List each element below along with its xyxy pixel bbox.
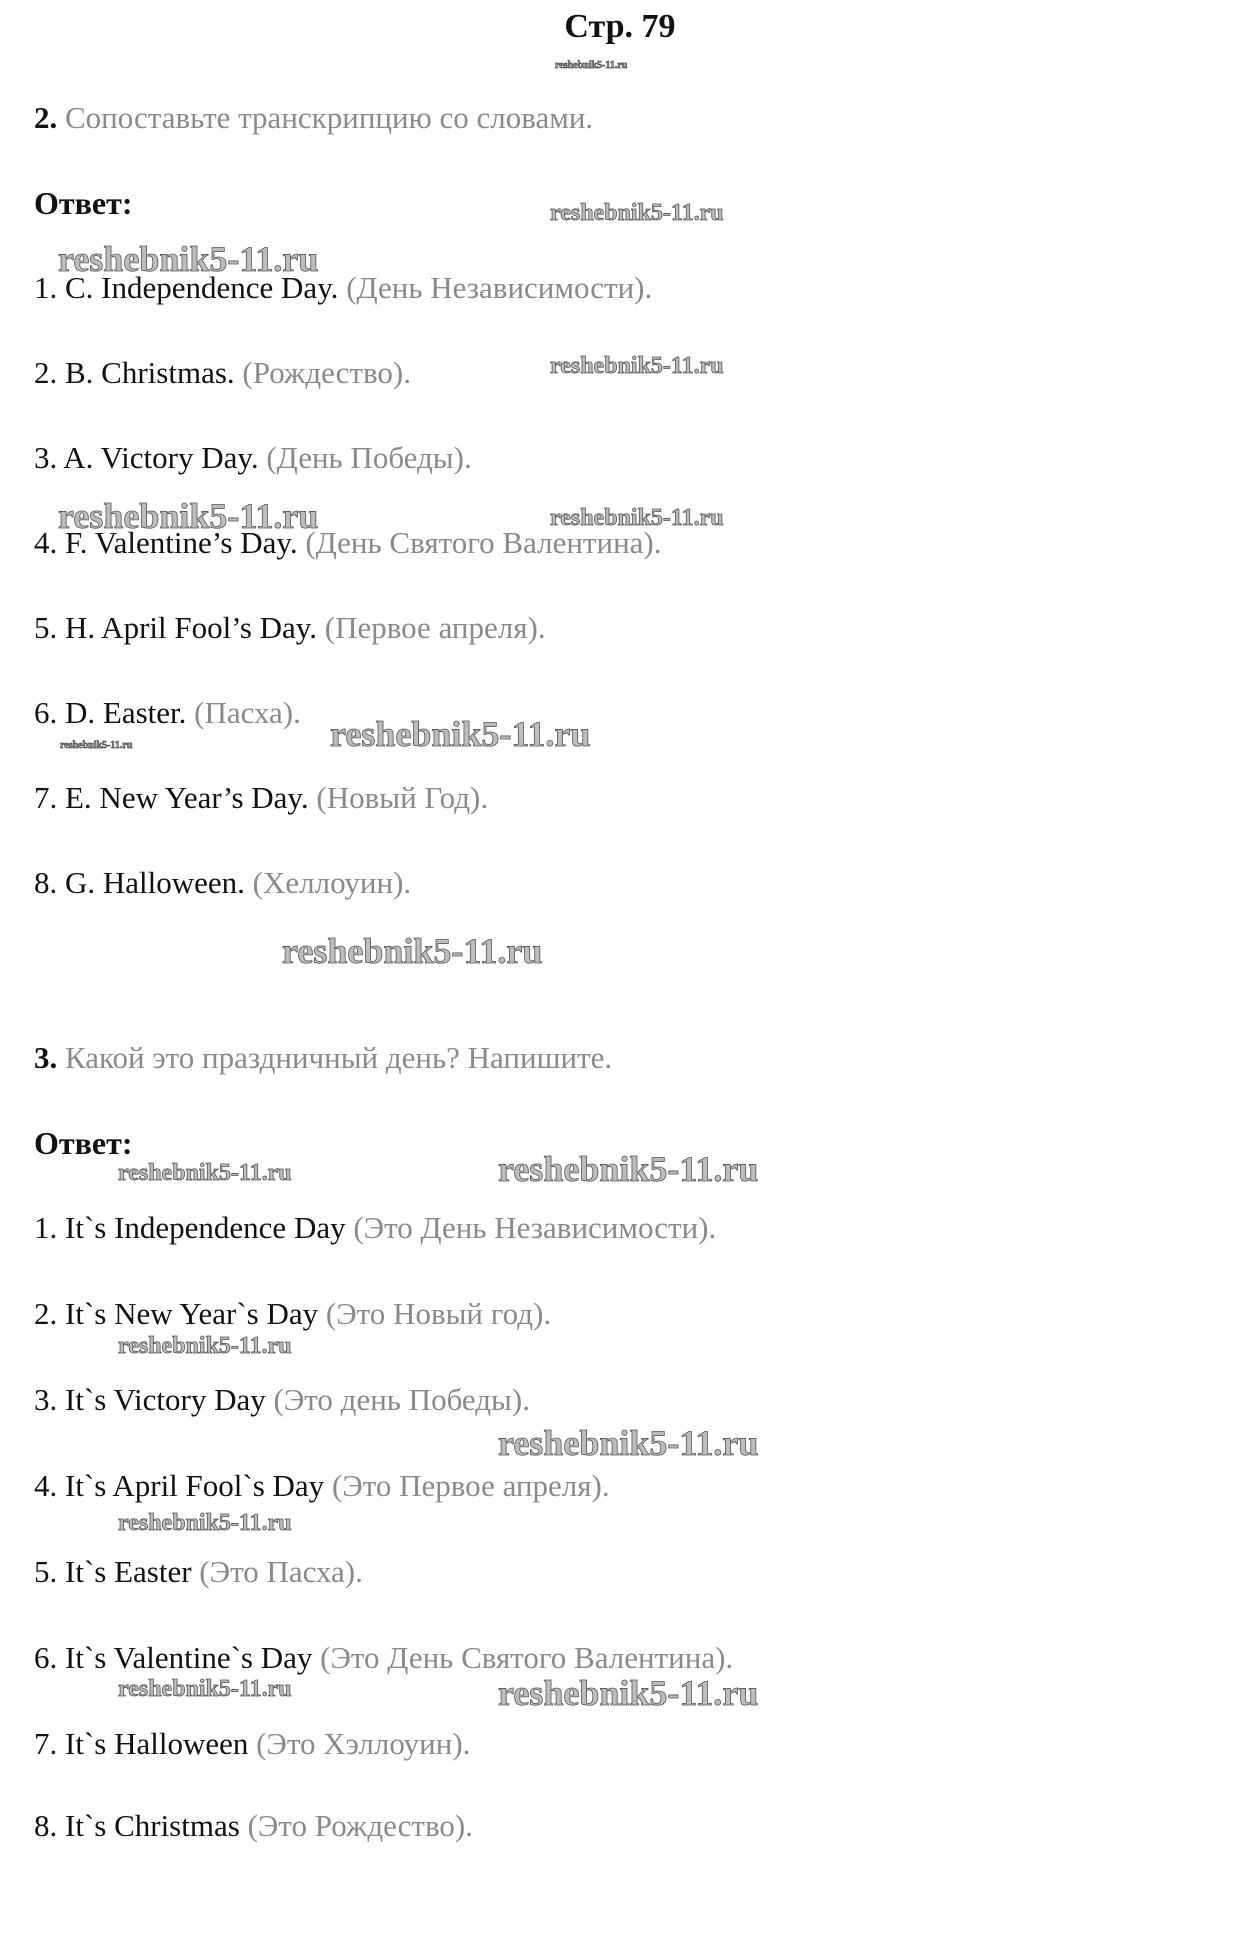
task-2-number: 2. (34, 100, 58, 135)
task-3-answer-label: Ответ: (34, 1125, 133, 1161)
item-text: 3. A. Victory Day. (34, 440, 259, 475)
item-text: 8. G. Halloween. (34, 865, 245, 900)
task-2-item (34, 610, 546, 646)
page-title: Стр. 79 (564, 8, 676, 45)
item-translation: (Это день Победы). (273, 1382, 530, 1417)
item-text: 5. H. April Fool’s Day. (34, 610, 318, 645)
item-text: 4. It`s April Fool`s Day (34, 1468, 325, 1503)
watermark: reshebnik5-11.ru (58, 239, 319, 279)
item-translation: (Пасха). (194, 695, 301, 730)
watermark: reshebnik5-11.ru (555, 60, 628, 71)
task-3-item (34, 1726, 470, 1762)
item-text: 6. It`s Valentine`s Day (34, 1640, 313, 1675)
task-3-number: 3. (34, 1040, 58, 1075)
task-3-item (34, 1468, 610, 1504)
watermark: reshebnik5-11.ru (118, 1510, 292, 1536)
item-translation: (Это День Святого Валентина). (320, 1640, 734, 1675)
item-text: 8. It`s Christmas (34, 1808, 240, 1843)
item-translation: (День Святого Валентина). (305, 525, 662, 560)
watermark: reshebnik5-11.ru (498, 1673, 759, 1713)
watermark: reshebnik5-11.ru (118, 1160, 292, 1186)
item-text: 6. D. Easter. (34, 695, 187, 730)
task-3-item (34, 1296, 551, 1332)
item-text: 7. It`s Halloween (34, 1726, 249, 1761)
item-text: 5. It`s Easter (34, 1554, 192, 1589)
item-translation: (Это Первое апреля). (331, 1468, 610, 1503)
watermark: reshebnik5-11.ru (58, 496, 319, 536)
watermark: reshebnik5-11.ru (550, 505, 724, 531)
task-2-answer-label: Ответ: (34, 185, 133, 221)
item-translation: (Это Пасха). (199, 1554, 363, 1589)
item-translation: (Это Новый год). (325, 1296, 552, 1331)
task-3-item (34, 1210, 716, 1246)
task-3-item (34, 1640, 733, 1676)
item-text: 1. C. Independence Day. (34, 270, 339, 305)
watermark: reshebnik5-11.ru (118, 1676, 292, 1702)
item-translation: (Это Хэллоуин). (256, 1726, 471, 1761)
task-2-item (34, 865, 411, 901)
task-3-item (34, 1808, 473, 1844)
item-translation: (Рождество). (242, 355, 411, 390)
item-translation: (Это День Независимости). (353, 1210, 717, 1245)
watermark: reshebnik5-11.ru (282, 931, 543, 971)
watermark: reshebnik5-11.ru (330, 714, 591, 754)
item-text: 1. It`s Independence Day (34, 1210, 346, 1245)
watermark: reshebnik5-11.ru (550, 353, 724, 379)
task-3-prompt: Какой это праздничный день? Напишите. (65, 1040, 613, 1075)
watermark: reshebnik5-11.ru (550, 200, 724, 226)
watermark: reshebnik5-11.ru (498, 1423, 759, 1463)
item-text: 3. It`s Victory Day (34, 1382, 266, 1417)
item-text: 7. E. New Year’s Day. (34, 780, 309, 815)
task-2-item (34, 780, 488, 816)
task-2-item (34, 355, 411, 391)
task-2-item (34, 440, 472, 476)
item-text: 2. B. Christmas. (34, 355, 235, 390)
item-translation: (Первое апреля). (324, 610, 546, 645)
item-translation: (День Победы). (266, 440, 472, 475)
item-text: 2. It`s New Year`s Day (34, 1296, 319, 1331)
item-text: 4. F. Valentine’s Day. (34, 525, 298, 560)
task-3-heading (34, 1040, 612, 1076)
task-2-heading (34, 100, 593, 136)
task-3-item (34, 1554, 363, 1590)
item-translation: (День Независимости). (346, 270, 653, 305)
task-2-item (34, 695, 301, 731)
watermark: reshebnik5-11.ru (60, 740, 133, 751)
task-2-prompt: Сопоставьте транскрипцию со словами. (65, 100, 594, 135)
watermark: reshebnik5-11.ru (118, 1333, 292, 1359)
task-3-item (34, 1382, 530, 1418)
item-translation: (Новый Год). (316, 780, 489, 815)
item-translation: (Это Рождество). (247, 1808, 473, 1843)
watermark: reshebnik5-11.ru (498, 1149, 759, 1189)
item-translation: (Хеллоуин). (252, 865, 412, 900)
